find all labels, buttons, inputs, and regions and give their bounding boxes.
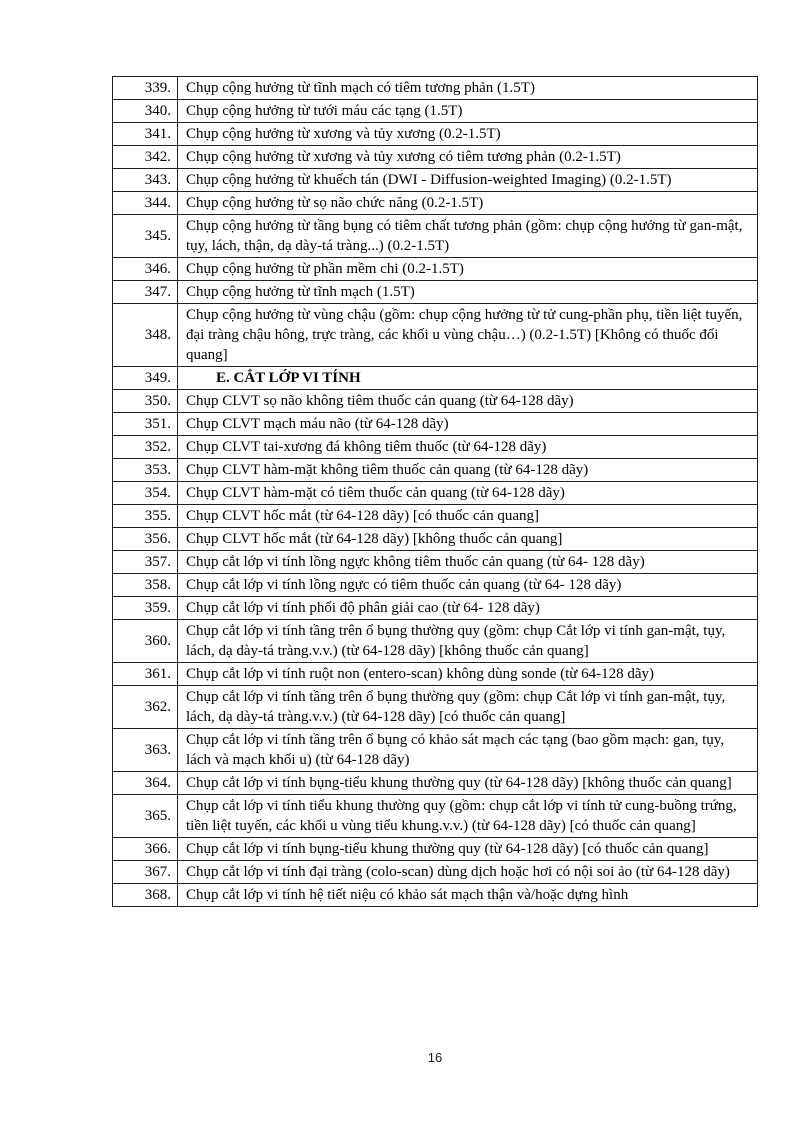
row-text-cell: Chụp cắt lớp vi tính ruột non (entero-scan) không dùng sonde (từ 64-128 dãy) <box>178 663 758 686</box>
row-number-cell: 350. <box>113 390 178 413</box>
row-text-cell: Chụp cắt lớp vi tính bụng-tiểu khung thường quy (từ 64-128 dãy) [có thuốc cản quang] <box>178 838 758 861</box>
row-number-cell: 357. <box>113 551 178 574</box>
table-row <box>113 620 758 663</box>
row-text-cell: Chụp CLVT hốc mắt (từ 64-128 dãy) [có thuốc cản quang] <box>178 505 758 528</box>
row-number-cell: 364. <box>113 772 178 795</box>
row-text-cell: Chụp cộng hưởng từ xương và tủy xương có tiêm tương phản (0.2-1.5T) <box>178 146 758 169</box>
table-row <box>113 528 758 551</box>
row-number-cell: 343. <box>113 169 178 192</box>
row-number-cell: 361. <box>113 663 178 686</box>
row-number-cell: 340. <box>113 100 178 123</box>
row-number-cell: 341. <box>113 123 178 146</box>
table-row <box>113 123 758 146</box>
row-text-cell: Chụp cộng hưởng từ phần mềm chi (0.2-1.5T) <box>178 258 758 281</box>
row-text-cell: Chụp CLVT mạch máu não (từ 64-128 dãy) <box>178 413 758 436</box>
row-text-cell: Chụp cộng hưởng từ tĩnh mạch (1.5T) <box>178 281 758 304</box>
table-row <box>113 686 758 729</box>
table-row <box>113 77 758 100</box>
row-number-cell: 351. <box>113 413 178 436</box>
row-number-cell: 360. <box>113 620 178 663</box>
row-text-cell: Chụp cộng hưởng từ tưới máu các tạng (1.5T) <box>178 100 758 123</box>
table-row <box>113 505 758 528</box>
row-number-cell: 345. <box>113 215 178 258</box>
table-row <box>113 482 758 505</box>
row-number-cell: 355. <box>113 505 178 528</box>
row-number-cell: 356. <box>113 528 178 551</box>
row-text-cell: Chụp cắt lớp vi tính hệ tiết niệu có khảo sát mạch thận và/hoặc dựng hình <box>178 884 758 907</box>
table-row <box>113 367 758 390</box>
table-row <box>113 146 758 169</box>
row-text-cell: Chụp CLVT hốc mắt (từ 64-128 dãy) [không thuốc cản quang] <box>178 528 758 551</box>
row-text-cell: E. CẮT LỚP VI TÍNH <box>178 367 758 390</box>
row-text-cell: Chụp CLVT hàm-mặt không tiêm thuốc cản quang (từ 64-128 dãy) <box>178 459 758 482</box>
row-number-cell: 365. <box>113 795 178 838</box>
row-number-cell: 354. <box>113 482 178 505</box>
row-text-cell: Chụp cắt lớp vi tính tầng trên ổ bụng có khảo sát mạch các tạng (bao gồm mạch: gan, tụy, lách và mạch khối u) (từ 64-128 dãy) <box>178 729 758 772</box>
row-text-cell: Chụp CLVT hàm-mặt có tiêm thuốc cản quang (từ 64-128 dãy) <box>178 482 758 505</box>
row-number-cell: 366. <box>113 838 178 861</box>
row-text-cell: Chụp cộng hưởng từ xương và tủy xương (0.2-1.5T) <box>178 123 758 146</box>
row-text-cell: Chụp cắt lớp vi tính tầng trên ổ bụng thường quy (gồm: chụp Cắt lớp vi tính gan-mật, tụy, lách, dạ dày-tá tràng.v.v.) (từ 64-128 dãy) [có thuốc cản quang] <box>178 686 758 729</box>
table-row <box>113 215 758 258</box>
medical-services-table-body <box>113 77 758 907</box>
table-row <box>113 390 758 413</box>
row-number-cell: 359. <box>113 597 178 620</box>
table-row <box>113 100 758 123</box>
row-number-cell: 362. <box>113 686 178 729</box>
table-row <box>113 192 758 215</box>
table-row <box>113 574 758 597</box>
table-row <box>113 169 758 192</box>
table-row <box>113 436 758 459</box>
row-number-cell: 344. <box>113 192 178 215</box>
row-number-cell: 358. <box>113 574 178 597</box>
row-number-cell: 348. <box>113 304 178 367</box>
table-row <box>113 597 758 620</box>
row-text-cell: Chụp cộng hưởng từ sọ não chức năng (0.2-1.5T) <box>178 192 758 215</box>
row-text-cell: Chụp cắt lớp vi tính bụng-tiểu khung thường quy (từ 64-128 dãy) [không thuốc cản quang] <box>178 772 758 795</box>
table-row <box>113 459 758 482</box>
table-row <box>113 281 758 304</box>
row-number-cell: 367. <box>113 861 178 884</box>
row-number-cell: 368. <box>113 884 178 907</box>
row-text-cell: Chụp CLVT sọ não không tiêm thuốc cản quang (từ 64-128 dãy) <box>178 390 758 413</box>
row-text-cell: Chụp cộng hưởng từ vùng chậu (gồm: chụp cộng hưởng từ tử cung-phần phụ, tiền liệt tuyến, đại tràng chậu hông, trực tràng, các khối u vùng chậu…) (0.2-1.5T) [Không có thuốc đối quang] <box>178 304 758 367</box>
row-text-cell: Chụp cắt lớp vi tính đại tràng (colo-scan) dùng dịch hoặc hơi có nội soi ảo (từ 64-128 dãy) <box>178 861 758 884</box>
row-number-cell: 353. <box>113 459 178 482</box>
table-row <box>113 304 758 367</box>
row-text-cell: Chụp cộng hưởng từ tầng bụng có tiêm chất tương phản (gồm: chụp cộng hưởng từ gan-mật, tụy, lách, thận, dạ dày-tá tràng...) (0.2-1.5T) <box>178 215 758 258</box>
table-row <box>113 884 758 907</box>
table-row <box>113 838 758 861</box>
row-text-cell: Chụp cắt lớp vi tính tiểu khung thường quy (gồm: chụp cắt lớp vi tính tử cung-buồng trứng, tiền liệt tuyến, các khối u vùng tiểu khung.v.v.) (từ 64-128 dãy) [có thuốc cản quang] <box>178 795 758 838</box>
row-number-cell: 346. <box>113 258 178 281</box>
table-row <box>113 861 758 884</box>
row-number-cell: 347. <box>113 281 178 304</box>
page-number: 16 <box>427 1050 443 1065</box>
table-row <box>113 772 758 795</box>
medical-services-table <box>112 76 758 907</box>
row-number-cell: 339. <box>113 77 178 100</box>
table-row <box>113 663 758 686</box>
row-text-cell: Chụp CLVT tai-xương đá không tiêm thuốc (từ 64-128 dãy) <box>178 436 758 459</box>
row-text-cell: Chụp cắt lớp vi tính tầng trên ổ bụng thường quy (gồm: chụp Cắt lớp vi tính gan-mật, tụy, lách, dạ dày-tá tràng.v.v.) (từ 64-128 dãy) [không thuốc cản quang] <box>178 620 758 663</box>
table-row <box>113 729 758 772</box>
table-row <box>113 795 758 838</box>
row-text-cell: Chụp cộng hưởng từ tĩnh mạch có tiêm tương phản (1.5T) <box>178 77 758 100</box>
row-text-cell: Chụp cắt lớp vi tính lồng ngực có tiêm thuốc cản quang (từ 64- 128 dãy) <box>178 574 758 597</box>
row-number-cell: 349. <box>113 367 178 390</box>
row-text-cell: Chụp cắt lớp vi tính phổi độ phân giải cao (từ 64- 128 dãy) <box>178 597 758 620</box>
table-row <box>113 258 758 281</box>
table-row <box>113 551 758 574</box>
row-number-cell: 363. <box>113 729 178 772</box>
row-text-cell: Chụp cộng hưởng từ khuếch tán (DWI - Diffusion-weighted Imaging) (0.2-1.5T) <box>178 169 758 192</box>
table-row <box>113 413 758 436</box>
row-number-cell: 342. <box>113 146 178 169</box>
row-text-cell: Chụp cắt lớp vi tính lồng ngực không tiêm thuốc cản quang (từ 64- 128 dãy) <box>178 551 758 574</box>
row-number-cell: 352. <box>113 436 178 459</box>
